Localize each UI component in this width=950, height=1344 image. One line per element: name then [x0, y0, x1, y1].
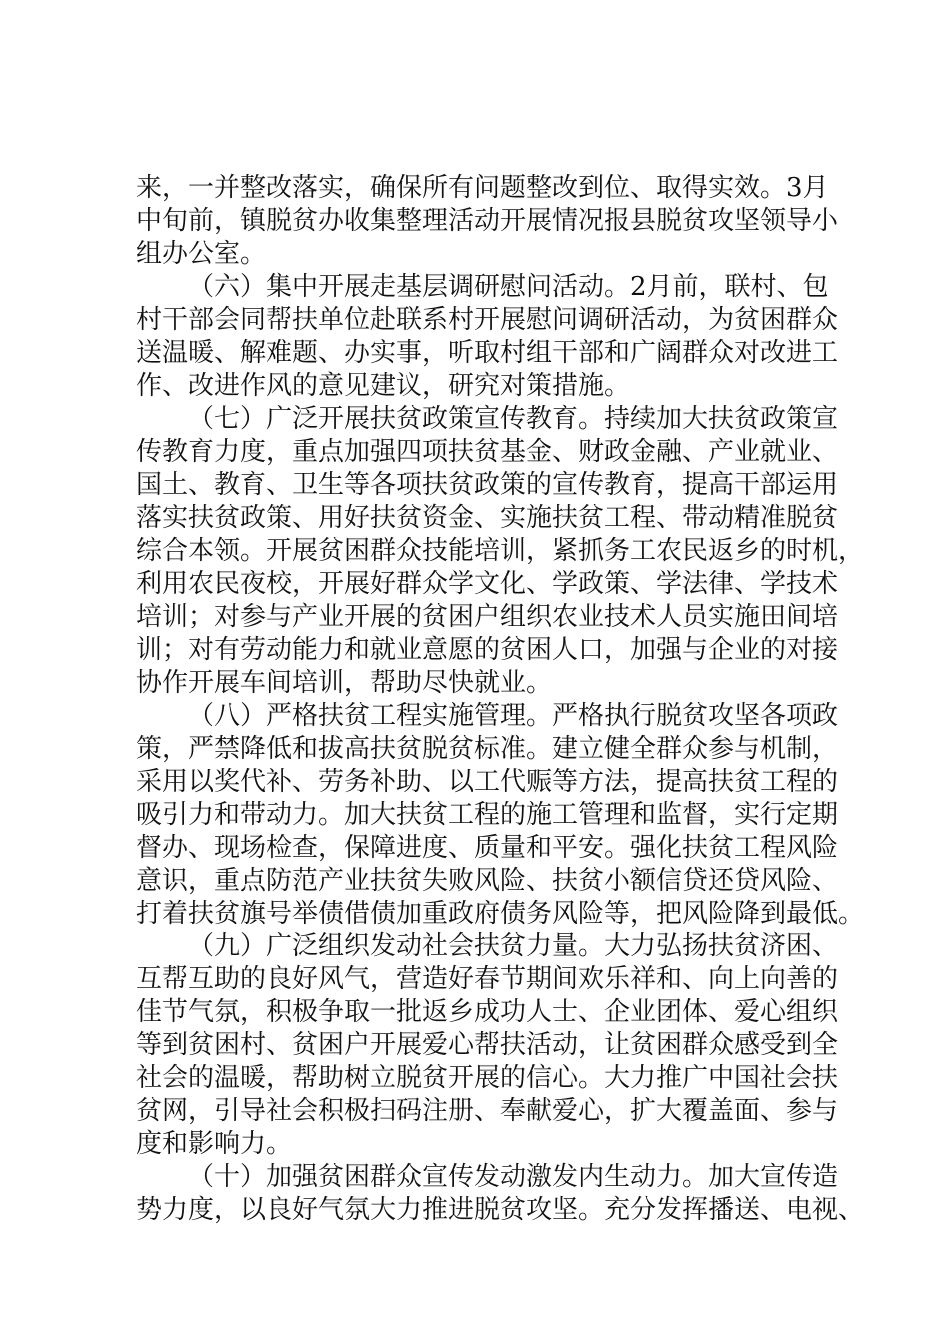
text-line: 国土、教育、卫生等各项扶贫政策的宣传教育，提高干部运用 [136, 470, 839, 500]
paragraph-heading-line: （七）广泛开展扶贫政策宣传教育。持续加大扶贫政策宣 [188, 404, 839, 434]
paragraph-heading-line: （六）集中开展走基层调研慰问活动。2月前，联村、包 [188, 272, 829, 302]
text-block-1 [136, 172, 865, 931]
text-line: 等到贫困村、贫困户开展爱心帮扶活动，让贫困群众感受到全 [136, 1030, 839, 1060]
text-line: 社会的温暖，帮助树立脱贫开展的信心。大力推广中国社会扶 [136, 1063, 839, 1093]
text-line: 吸引力和带动力。加大扶贫工程的施工管理和监督，实行定期 [136, 800, 839, 830]
text-line: 意识，重点防范产业扶贫失败风险、扶贫小额信贷还贷风险、 [136, 866, 839, 896]
text-line: 势力度，以良好气氛大力推进脱贫攻坚。充分发挥播送、电视、 [136, 1195, 865, 1225]
text-line: 策，严禁降低和拔高扶贫脱贫标准。建立健全群众参与机制， [136, 734, 839, 764]
paragraph-heading-line: （九）广泛组织发动社会扶贫力量。大力弘扬扶贫济困、 [188, 931, 839, 961]
text-line: 作、改进作风的意见建议，研究对策措施。 [136, 371, 631, 401]
text-line: 督办、现场检查，保障进度、质量和平安。强化扶贫工程风险 [136, 833, 839, 863]
text-line: 来，一并整改落实，确保所有问题整改到位、取得实效。3月 [136, 173, 829, 203]
text-line: 佳节气氛，积极争取一批返乡成功人士、企业团体、爱心组织 [136, 997, 839, 1027]
text-line: 打着扶贫旗号举债借债加重政府债务风险等，把风险降到最低。 [136, 899, 865, 929]
text-block-2 [136, 930, 865, 1227]
text-line: 互帮互助的良好风气，营造好春节期间欢乐祥和、向上向善的 [136, 964, 839, 994]
text-line: 综合本领。开展贫困群众技能培训，紧抓务工农民返乡的时机， [136, 536, 865, 566]
text-line: 协作开展车间培训，帮助尽快就业。 [136, 668, 553, 698]
paragraph-heading-line: （十）加强贫困群众宣传发动激发内生动力。加大宣传造 [188, 1162, 839, 1192]
text-line: 贫网，引导社会积极扫码注册、奉献爱心，扩大覆盖面、参与 [136, 1096, 839, 1126]
text-line: 组办公室。 [136, 239, 267, 269]
text-line: 利用农民夜校，开展好群众学文化、学政策、学法律、学技术 [136, 569, 839, 599]
text-line: 度和影响力。 [136, 1129, 293, 1159]
text-line: 传教育力度，重点加强四项扶贫基金、财政金融、产业就业、 [136, 437, 839, 467]
text-line: 训；对有劳动能力和就业意愿的贫困人口，加强与企业的对接 [136, 635, 839, 665]
text-line: 送温暖、解难题、办实事，听取村组干部和广阔群众对改进工 [136, 338, 839, 368]
text-line: 采用以奖代补、劳务补助、以工代赈等方法，提高扶贫工程的 [136, 767, 839, 797]
text-line: 落实扶贫政策、用好扶贫资金、实施扶贫工程、带动精准脱贫 [136, 503, 839, 533]
text-line: 培训；对参与产业开展的贫困户组织农业技术人员实施田间培 [136, 602, 839, 632]
text-line: 中旬前，镇脱贫办收集整理活动开展情况报县脱贫攻坚领导小 [136, 206, 839, 236]
paragraph-heading-line: （八）严格扶贫工程实施管理。严格执行脱贫攻坚各项政 [188, 701, 839, 731]
text-line: 村干部会同帮扶单位赴联系村开展慰问调研活动，为贫困群众 [136, 305, 839, 335]
